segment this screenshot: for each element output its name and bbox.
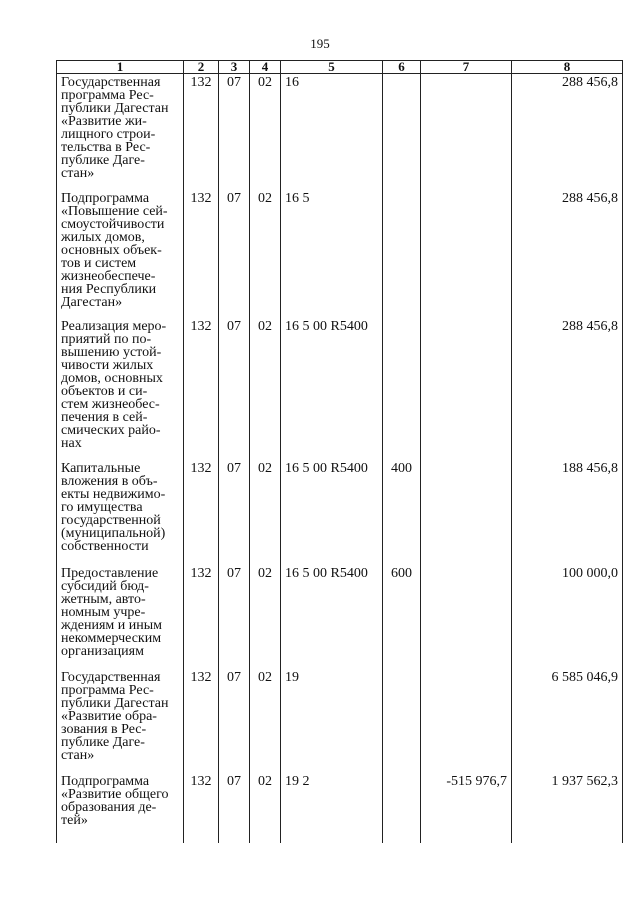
table-row xyxy=(57,74,623,190)
cell-subsection: 02 xyxy=(250,74,281,190)
cell-section: 07 xyxy=(219,460,250,565)
cell-amount: 188 456,8 xyxy=(512,460,623,565)
table-row xyxy=(57,565,623,669)
cell-amount: 288 456,8 xyxy=(512,190,623,318)
col-header-7: 7 xyxy=(421,61,512,74)
cell-admin: 132 xyxy=(184,460,219,565)
col-header-2: 2 xyxy=(184,61,219,74)
cell-change xyxy=(421,460,512,565)
col-header-6: 6 xyxy=(383,61,421,74)
cell-target-code: 16 5 00 R5400 xyxy=(281,460,383,565)
cell-subsection: 02 xyxy=(250,190,281,318)
row-name: Подпрограмма «Повышение сей- смоустойчивости жилых домов, основных объек- тов и систем жизнеобеспече- ния Республики Дагестан» xyxy=(57,190,184,318)
cell-expense-type: 400 xyxy=(383,460,421,565)
cell-expense-type xyxy=(383,318,421,460)
cell-amount: 100 000,0 xyxy=(512,565,623,669)
cell-target-code: 16 5 xyxy=(281,190,383,318)
cell-subsection: 02 xyxy=(250,318,281,460)
cell-expense-type xyxy=(383,190,421,318)
cell-subsection: 02 xyxy=(250,773,281,843)
cell-expense-type xyxy=(383,669,421,773)
cell-change xyxy=(421,74,512,190)
cell-change: -515 976,7 xyxy=(421,773,512,843)
table-row xyxy=(57,773,623,843)
col-header-3: 3 xyxy=(219,61,250,74)
cell-change xyxy=(421,669,512,773)
row-name: Государственная программа Рес- публики Дагестан «Развитие обра- зования в Рес- публике Даге- стан» xyxy=(57,669,184,773)
cell-subsection: 02 xyxy=(250,669,281,773)
cell-admin: 132 xyxy=(184,190,219,318)
table-row xyxy=(57,460,623,565)
cell-section: 07 xyxy=(219,565,250,669)
col-header-8: 8 xyxy=(512,61,623,74)
cell-section: 07 xyxy=(219,74,250,190)
col-header-4: 4 xyxy=(250,61,281,74)
cell-amount: 288 456,8 xyxy=(512,74,623,190)
cell-amount: 6 585 046,9 xyxy=(512,669,623,773)
cell-change xyxy=(421,565,512,669)
cell-expense-type: 600 xyxy=(383,565,421,669)
cell-section: 07 xyxy=(219,669,250,773)
cell-expense-type xyxy=(383,773,421,843)
cell-admin: 132 xyxy=(184,565,219,669)
cell-target-code: 16 5 00 R5400 xyxy=(281,318,383,460)
header-row xyxy=(57,61,623,74)
cell-admin: 132 xyxy=(184,669,219,773)
cell-target-code: 16 xyxy=(281,74,383,190)
cell-target-code: 16 5 00 R5400 xyxy=(281,565,383,669)
cell-admin: 132 xyxy=(184,773,219,843)
table-row xyxy=(57,190,623,318)
row-name: Капитальные вложения в объ- екты недвижимо- го имущества государственной (муниципальной) собственности xyxy=(57,460,184,565)
cell-admin: 132 xyxy=(184,318,219,460)
cell-admin: 132 xyxy=(184,74,219,190)
cell-amount: 288 456,8 xyxy=(512,318,623,460)
cell-expense-type xyxy=(383,74,421,190)
cell-amount: 1 937 562,3 xyxy=(512,773,623,843)
page-number: 195 xyxy=(310,36,330,51)
col-header-5: 5 xyxy=(281,61,383,74)
cell-change xyxy=(421,318,512,460)
cell-section: 07 xyxy=(219,190,250,318)
cell-subsection: 02 xyxy=(250,565,281,669)
cell-change xyxy=(421,190,512,318)
cell-section: 07 xyxy=(219,773,250,843)
cell-target-code: 19 2 xyxy=(281,773,383,843)
table-row xyxy=(57,669,623,773)
cell-target-code: 19 xyxy=(281,669,383,773)
table-row xyxy=(57,318,623,460)
row-name: Реализация меро- приятий по по- вышению устой- чивости жилых домов, основных объектов и си- стем жизнеобес- печения в сей- смических райо- нах xyxy=(57,318,184,460)
cell-subsection: 02 xyxy=(250,460,281,565)
row-name: Государственная программа Рес- публики Дагестан «Развитие жи- лищного строи- тельства в Рес- публике Даге- стан» xyxy=(57,74,184,190)
row-name: Предоставление субсидий бюд- жетным, авто- номным учре- ждениям и иным некоммерческим организациям xyxy=(57,565,184,669)
cell-section: 07 xyxy=(219,318,250,460)
col-header-1: 1 xyxy=(57,61,184,74)
budget-table xyxy=(56,60,623,843)
row-name: Подпрограмма «Развитие общего образования де- тей» xyxy=(57,773,184,843)
